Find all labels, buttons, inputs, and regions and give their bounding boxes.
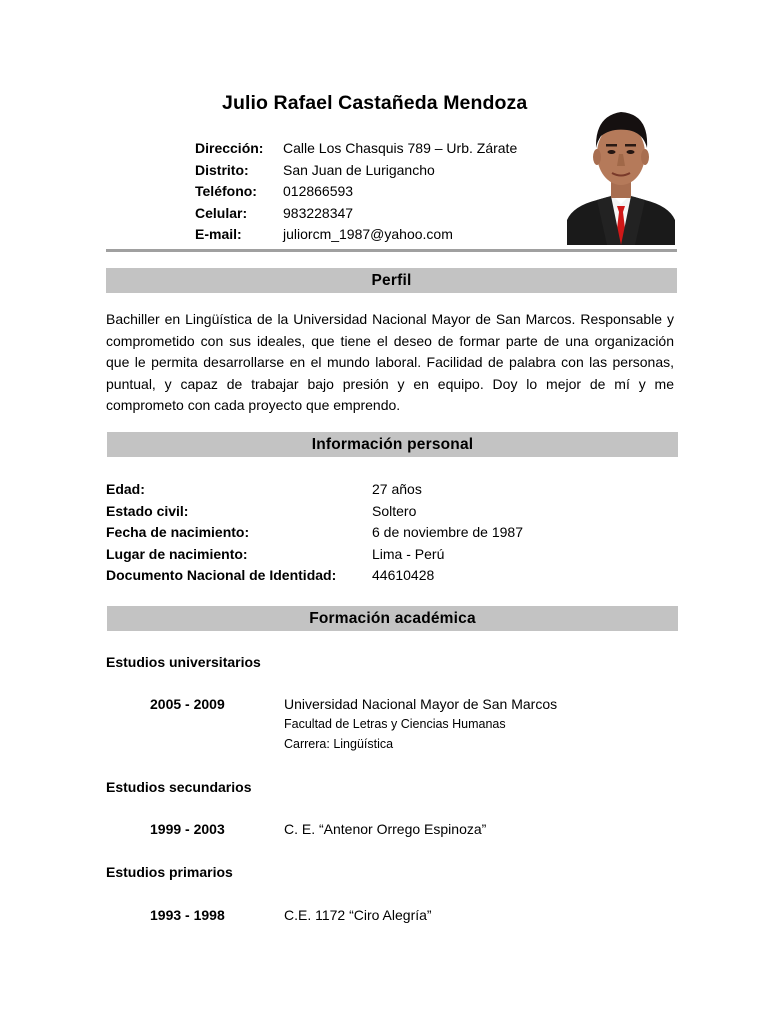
contact-block <box>195 138 517 246</box>
profile-photo <box>567 102 675 245</box>
contact-label: Distrito: <box>195 161 249 178</box>
info-value: Lima - Perú <box>372 545 445 562</box>
university-institution: Universidad Nacional Mayor de San Marcos <box>284 696 558 712</box>
contact-value: Calle Los Chasquis 789 – Urb. Zárate <box>283 140 518 156</box>
university-faculty: Facultad de Letras y Ciencias Humanas <box>284 717 506 731</box>
contact-value: 983228347 <box>283 204 354 221</box>
section-header-perfil <box>106 268 677 293</box>
personal-info-list <box>106 479 523 587</box>
secondary-years: 1999 - 2003 <box>150 821 225 837</box>
info-value: 44610428 <box>372 567 435 583</box>
info-value: 27 años <box>372 481 422 497</box>
section-header-personal <box>107 432 678 457</box>
profile-summary: Bachiller en Lingüística de la Universidad Nacional Mayor de San Marcos. Responsable y comprometido con sus ideales, que tiene el deseo de formar parte de una organización que le permita desarrollarse en el mundo laboral. Facilidad de palabra con las personas, puntual, y capaz de trabajar bajo presión y en equipo. Doy lo mejor de mí y me comprometo con cada proyecto que emprendo. <box>106 311 674 413</box>
secondary-heading: Estudios secundarios <box>106 779 252 795</box>
header-divider <box>106 249 677 252</box>
contact-value: 012866593 <box>283 183 354 200</box>
section-title: Perfil <box>371 271 412 289</box>
candidate-name: Julio Rafael Castañeda Mendoza <box>222 92 528 114</box>
contact-row-mobile <box>195 203 517 225</box>
contact-row-district <box>195 160 517 182</box>
primary-heading: Estudios primarios <box>106 864 233 880</box>
contact-value: juliorcm_1987@yahoo.com <box>283 226 453 243</box>
personal-row-dni <box>106 565 523 587</box>
contact-label: Teléfono: <box>195 183 257 200</box>
contact-label: Dirección: <box>195 140 264 156</box>
personal-row-birthplace <box>106 544 523 566</box>
info-value: 6 de noviembre de 1987 <box>372 524 523 540</box>
info-label: Documento Nacional de Identidad: <box>106 567 337 583</box>
contact-row-phone <box>195 181 517 203</box>
info-label: Estado civil: <box>106 502 189 519</box>
contact-label: E-mail: <box>195 226 242 243</box>
primary-institution: C.E. 1172 “Ciro Alegría” <box>284 907 432 923</box>
personal-row-age <box>106 479 523 501</box>
contact-row-address <box>195 138 517 160</box>
section-title: Información personal <box>311 435 474 453</box>
secondary-institution: C. E. “Antenor Orrego Espinoza” <box>284 821 487 837</box>
personal-row-marital <box>106 501 523 523</box>
section-header-formacion <box>107 606 678 631</box>
contact-value: San Juan de Lurigancho <box>283 161 435 178</box>
info-label: Edad: <box>106 481 145 497</box>
university-career: Carrera: Lingüística <box>284 737 394 751</box>
info-value: Soltero <box>372 502 417 519</box>
university-years: 2005 - 2009 <box>150 696 225 712</box>
portrait-illustration <box>567 102 675 245</box>
personal-row-birthdate <box>106 522 523 544</box>
info-label: Fecha de nacimiento: <box>106 524 250 540</box>
section-title: Formación académica <box>309 609 476 627</box>
primary-years: 1993 - 1998 <box>150 907 225 923</box>
contact-row-email <box>195 224 517 246</box>
university-heading: Estudios universitarios <box>106 654 261 670</box>
info-label: Lugar de nacimiento: <box>106 545 248 562</box>
contact-label: Celular: <box>195 204 248 221</box>
